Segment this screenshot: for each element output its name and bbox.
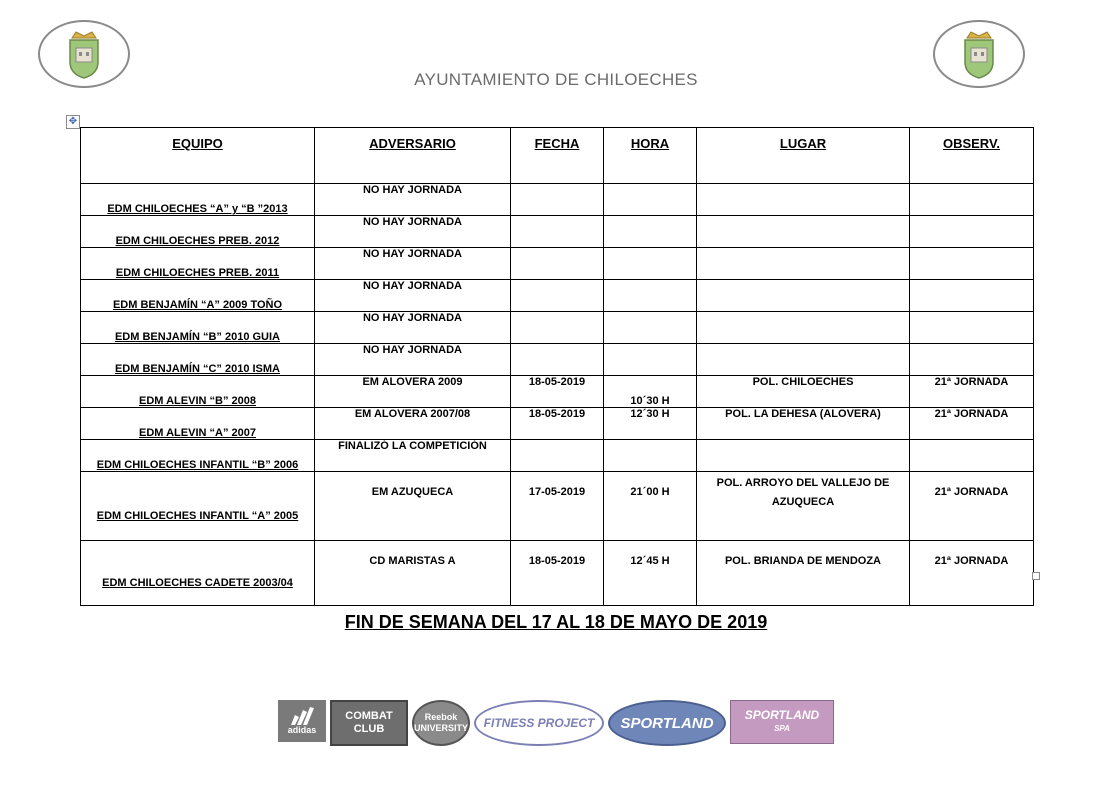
column-header-hora: HORA (604, 128, 697, 184)
notes-cell: 21ª JORNADA (910, 376, 1034, 408)
notes-cell (910, 216, 1034, 248)
time-cell: 21´00 H (604, 472, 697, 541)
venue-cell (697, 344, 910, 376)
table-row (81, 312, 1034, 344)
opponent-cell: NO HAY JORNADA (315, 344, 511, 376)
venue-cell (697, 440, 910, 472)
notes-cell: 21ª JORNADA (910, 472, 1034, 541)
sportland-logo: SPORTLAND (608, 700, 726, 746)
table-row (81, 280, 1034, 312)
time-cell (604, 440, 697, 472)
opponent-cell: CD MARISTAS A (315, 541, 511, 606)
date-cell: 18-05-2019 (511, 376, 604, 408)
time-cell: 12´45 H (604, 541, 697, 606)
reebok-logo: Reebok UNIVERSITY (412, 700, 470, 746)
team-cell: EDM ALEVIN “A” 2007 (81, 408, 315, 440)
spa-wordmark: SPA (774, 724, 790, 733)
opponent-cell: NO HAY JORNADA (315, 312, 511, 344)
opponent-cell: NO HAY JORNADA (315, 280, 511, 312)
fitness-project-logo: FITNESS PROJECT (474, 700, 604, 746)
notes-cell (910, 344, 1034, 376)
team-cell: EDM CHILOECHES “A” y “B ”2013 (81, 184, 315, 216)
table-row (81, 184, 1034, 216)
notes-cell (910, 440, 1034, 472)
team-cell: EDM ALEVIN “B” 2008 (81, 376, 315, 408)
date-cell: 18-05-2019 (511, 541, 604, 606)
date-cell (511, 248, 604, 280)
opponent-cell: NO HAY JORNADA (315, 184, 511, 216)
venue-cell (697, 216, 910, 248)
date-cell (511, 184, 604, 216)
team-cell: EDM CHILOECHES INFANTIL “B” 2006 (81, 440, 315, 472)
notes-cell: 21ª JORNADA (910, 408, 1034, 440)
team-cell: EDM CHILOECHES PREB. 2012 (81, 216, 315, 248)
opponent-cell: NO HAY JORNADA (315, 216, 511, 248)
date-cell (511, 280, 604, 312)
weekend-heading: FIN DE SEMANA DEL 17 AL 18 DE MAYO DE 2019 (344, 612, 768, 632)
opponent-cell: EM ALOVERA 2007/08 (315, 408, 511, 440)
venue-cell: POL. ARROYO DEL VALLEJO DE AZUQUECA (697, 472, 910, 541)
table-row (81, 344, 1034, 376)
time-cell (604, 248, 697, 280)
sportland-spa-logo (730, 700, 834, 744)
table-row (81, 472, 1034, 541)
team-cell: EDM BENJAMÍN “A” 2009 TOÑO (81, 280, 315, 312)
table-row (81, 408, 1034, 440)
venue-cell: POL. BRIANDA DE MENDOZA (697, 541, 910, 606)
venue-cell (697, 312, 910, 344)
time-cell (604, 344, 697, 376)
team-cell: EDM CHILOECHES CADETE 2003/04 (81, 541, 315, 606)
opponent-cell: FINALIZÓ LA COMPETICIÓN (315, 440, 511, 472)
date-cell (511, 440, 604, 472)
table-move-handle-icon[interactable]: ✥ (66, 115, 80, 129)
notes-cell (910, 312, 1034, 344)
column-header-adversario: ADVERSARIO (315, 128, 511, 184)
date-cell (511, 344, 604, 376)
opponent-cell: EM AZUQUECA (315, 472, 511, 541)
date-cell (511, 312, 604, 344)
venue-cell (697, 248, 910, 280)
opponent-cell: NO HAY JORNADA (315, 248, 511, 280)
notes-cell: 21ª JORNADA (910, 541, 1034, 606)
venue-cell (697, 184, 910, 216)
time-cell (604, 312, 697, 344)
column-header-lugar: LUGAR (697, 128, 910, 184)
notes-cell (910, 248, 1034, 280)
table-resize-handle[interactable] (1032, 572, 1040, 580)
table-row (81, 248, 1034, 280)
date-cell (511, 216, 604, 248)
table-row (81, 216, 1034, 248)
sportland-spa-wordmark: SPORTLAND (744, 708, 820, 722)
page-title: AYUNTAMIENTO DE CHILOECHES (414, 70, 698, 89)
team-cell: EDM BENJAMÍN “C” 2010 ISMA (81, 344, 315, 376)
table-row (81, 440, 1034, 472)
time-cell (604, 280, 697, 312)
notes-cell (910, 280, 1034, 312)
notes-cell (910, 184, 1034, 216)
table-row (81, 376, 1034, 408)
opponent-cell: EM ALOVERA 2009 (315, 376, 511, 408)
time-cell (604, 216, 697, 248)
time-cell: 10´30 H (604, 376, 697, 408)
team-cell: EDM BENJAMÍN “B” 2010 GUIA (81, 312, 315, 344)
table-row (81, 541, 1034, 606)
combat-club-logo: COMBAT CLUB (330, 700, 408, 746)
date-cell: 17-05-2019 (511, 472, 604, 541)
column-header-observ: OBSERV. (910, 128, 1034, 184)
adidas-logo (278, 700, 326, 742)
schedule-table (80, 127, 1034, 606)
date-cell: 18-05-2019 (511, 408, 604, 440)
team-cell: EDM CHILOECHES INFANTIL “A” 2005 (81, 472, 315, 541)
column-header-fecha: FECHA (511, 128, 604, 184)
venue-cell (697, 280, 910, 312)
team-cell: EDM CHILOECHES PREB. 2011 (81, 248, 315, 280)
time-cell: 12´30 H (604, 408, 697, 440)
adidas-wordmark: adidas (287, 725, 317, 735)
table-header-row (81, 128, 1034, 184)
time-cell (604, 184, 697, 216)
venue-cell: POL. LA DEHESA (ALOVERA) (697, 408, 910, 440)
adidas-stripes-icon (289, 707, 315, 725)
venue-cell: POL. CHILOECHES (697, 376, 910, 408)
column-header-equipo: EQUIPO (81, 128, 315, 184)
